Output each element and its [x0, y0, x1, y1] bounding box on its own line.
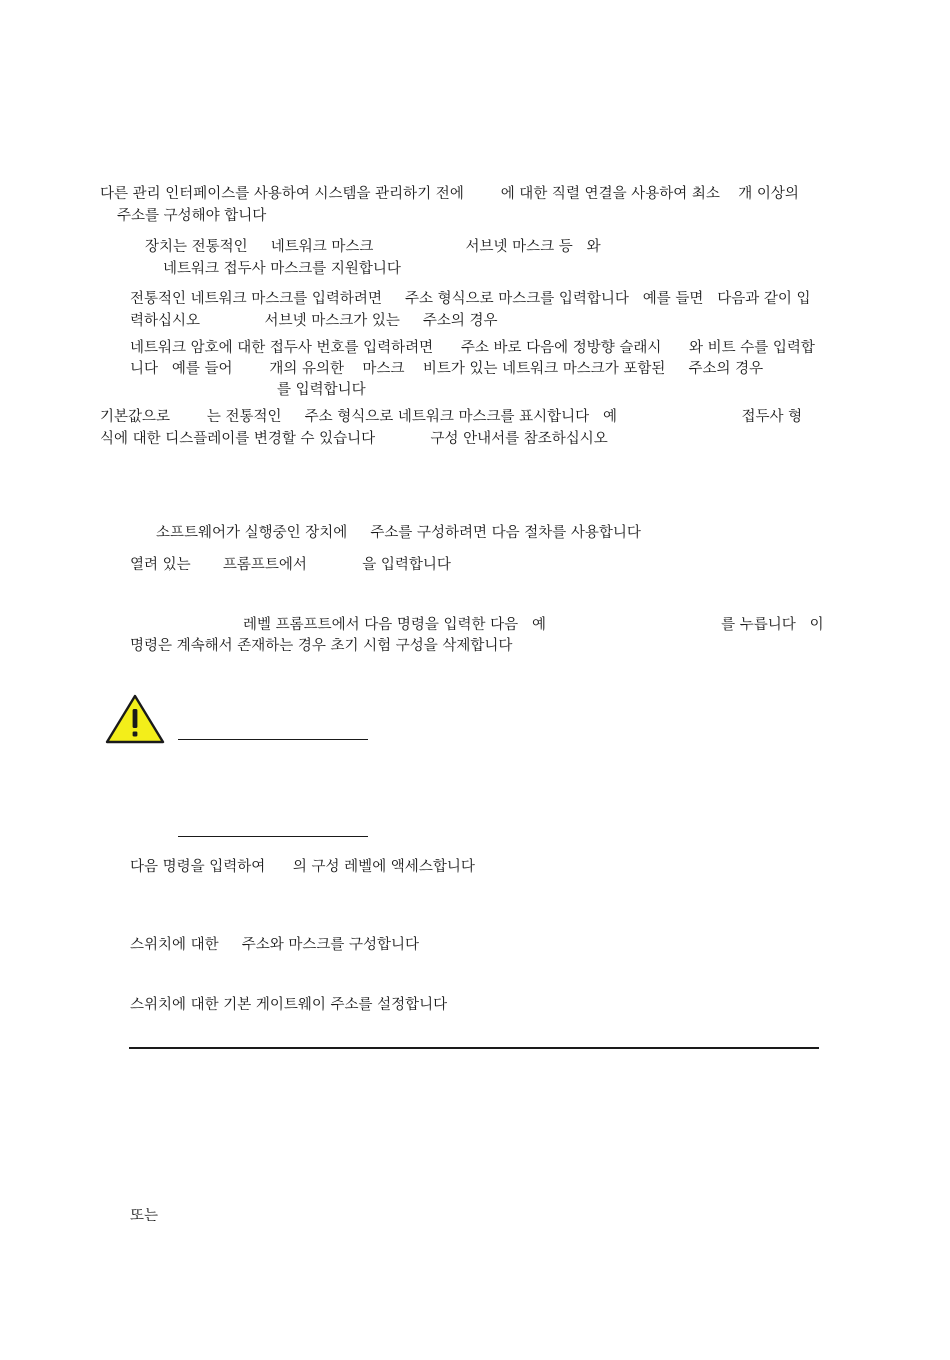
section-divider [129, 1047, 819, 1049]
prefix-instruction-line-1: 네트워크 암호에 대한 접두사 번호를 입력하려면 주소 바로 다음에 정방향 슬래시 와 비트 수를 입력합 [130, 340, 815, 356]
procedure-step-2-line-1: 레벨 프롬프트에서 다음 명령을 입력한 다음 예 를 누릅니다 이 [243, 617, 824, 633]
procedure-step-5: 스위치에 대한 기본 게이트웨이 주소를 설정합니다 [130, 997, 448, 1013]
warning-triangle-icon [104, 693, 166, 745]
mask-support-line-2: 네트워크 접두사 마스크를 지원합니다 [163, 261, 401, 277]
classic-mask-instruction-line-2: 력하십시오 서브넷 마스크가 있는 주소의 경우 [130, 313, 498, 329]
classic-mask-instruction-line-1: 전통적인 네트워크 마스크를 입력하려면 주소 형식으로 마스크를 입력합니다 예를 들면 다음과 같이 입 [130, 291, 811, 307]
caution-bottom-rule [178, 836, 368, 837]
intro-text-line-1: 다른 관리 인터페이스를 사용하여 시스템을 관리하기 전에 에 대한 직렬 연결을 사용하여 최소 개 이상의 [100, 186, 799, 202]
procedure-step-2-line-2: 명령은 계속해서 존재하는 경우 초기 시험 구성을 삭제합니다 [130, 638, 513, 654]
or-label: 또는 [130, 1208, 159, 1224]
procedure-step-3: 다음 명령을 입력하여 의 구성 레벨에 액세스합니다 [130, 859, 475, 875]
prefix-instruction-line-3: 를 입력합니다 [277, 382, 366, 398]
procedure-intro: 소프트웨어가 실행중인 장치에 주소를 구성하려면 다음 절차를 사용합니다 [156, 525, 641, 541]
default-format-note-line-2: 식에 대한 디스플레이를 변경할 수 있습니다 구성 안내서를 참조하십시오 [100, 431, 608, 447]
procedure-step-1: 열려 있는 프롬프트에서 을 입력합니다 [130, 557, 451, 573]
mask-support-line-1: 장치는 전통적인 네트워크 마스크 서브넷 마스크 등 와 [145, 239, 601, 255]
prefix-instruction-line-2: 니다 예를 들어 개의 유의한 마스크 비트가 있는 네트워크 마스크가 포함된 주소의 경우 [130, 361, 764, 377]
intro-text-line-2: 주소를 구성해야 합니다 [117, 208, 267, 224]
caution-top-rule [178, 739, 368, 740]
default-format-note-line-1: 기본값으로 는 전통적인 주소 형식으로 네트워크 마스크를 표시합니다 예 접두사 형 [100, 409, 803, 425]
procedure-step-4: 스위치에 대한 주소와 마스크를 구성합니다 [130, 937, 419, 953]
